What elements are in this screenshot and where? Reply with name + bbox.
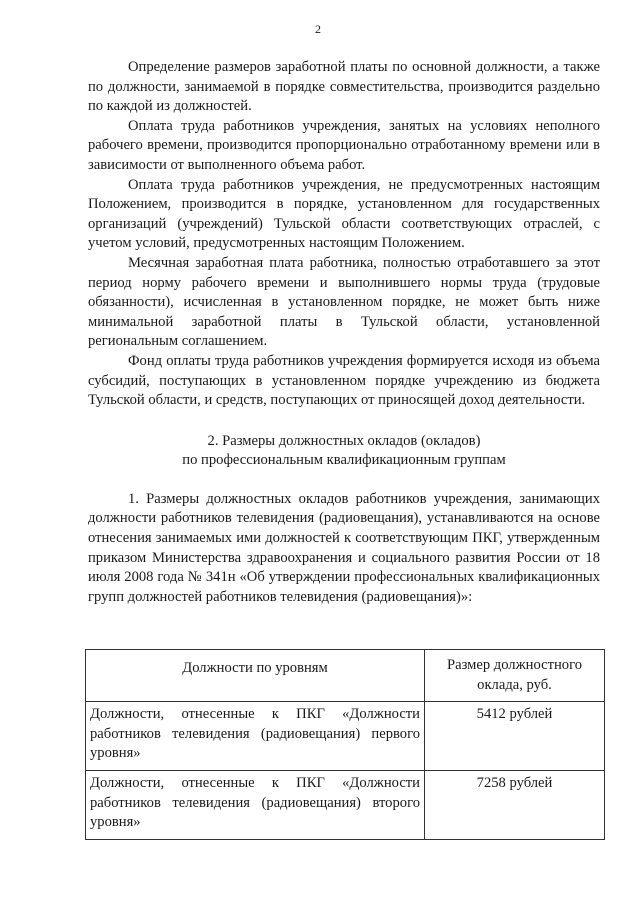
- paragraph-5: Фонд оплаты труда работников учреждения формируется исходя из объема субсидий, поступающих в установленном порядке учреждению из бюджета Тульской области, и средств, поступающих от приносящей доход деятельности.: [88, 352, 600, 409]
- paragraph-3: Оплата труда работников учреждения, не предусмотренных настоящим Положением, производится в порядке, установленном для государственных организаций (учреждений) Тульской области соответствующих отраслей, с учетом условий, предусмотренных настоящим Положением.: [88, 176, 600, 252]
- table-cell-position: Должности, отнесенные к ПКГ «Должности работников телевидения (радиовещания) второго уровня»: [86, 770, 425, 839]
- section-heading: [88, 432, 600, 471]
- paragraph-2: Оплата труда работников учреждения, занятых на условиях неполного рабочего времени, производится пропорционально отработанному времени или в зависимости от выполненного объема работ.: [88, 117, 600, 173]
- section-heading-line-1: 2. Размеры должностных окладов (окладов): [207, 432, 481, 449]
- table-header-salary: Размер должностного оклада, руб.: [425, 650, 605, 702]
- salary-table: [85, 649, 605, 840]
- section-item-1: 1. Размеры должностных окладов работников учреждения, занимающих должности работников телевидения (радиовещания), устанавливаются на основе отнесения занимаемых ими должностей к соответствующим ПКГ, утвержденным приказом Министерства здравоохранения и социального развития России от 18 июля 2008 года № 341н «Об утверждении профессиональных квалификационных групп должностей работников телевидения (радиовещания)»:: [88, 490, 600, 605]
- document-body: [88, 58, 600, 607]
- paragraph-1: Определение размеров заработной платы по основной должности, а также по должности, занимаемой в порядке совместительства, производится раздельно по каждой из должностей.: [88, 59, 600, 115]
- table-row: [86, 702, 605, 771]
- table-header-position: Должности по уровням: [86, 650, 425, 702]
- table-cell-position: Должности, отнесенные к ПКГ «Должности работников телевидения (радиовещания) первого уровня»: [86, 702, 425, 771]
- table-cell-salary: 7258 рублей: [425, 770, 605, 839]
- table-header-row: [86, 650, 605, 702]
- table-row: [86, 770, 605, 839]
- page-number: 2: [315, 22, 321, 36]
- table-cell-salary: 5412 рублей: [425, 702, 605, 771]
- paragraph-4: Месячная заработная плата работника, полностью отработавшего за этот период норму рабочего времени и выполнившего нормы труда (трудовые обязанности), исчисленная в установленном порядке, не может быть ниже минимальной заработной платы в Тульской области, установленной региональным соглашением.: [88, 254, 600, 350]
- section-heading-line-2: по профессиональным квалификационным группам: [182, 452, 506, 469]
